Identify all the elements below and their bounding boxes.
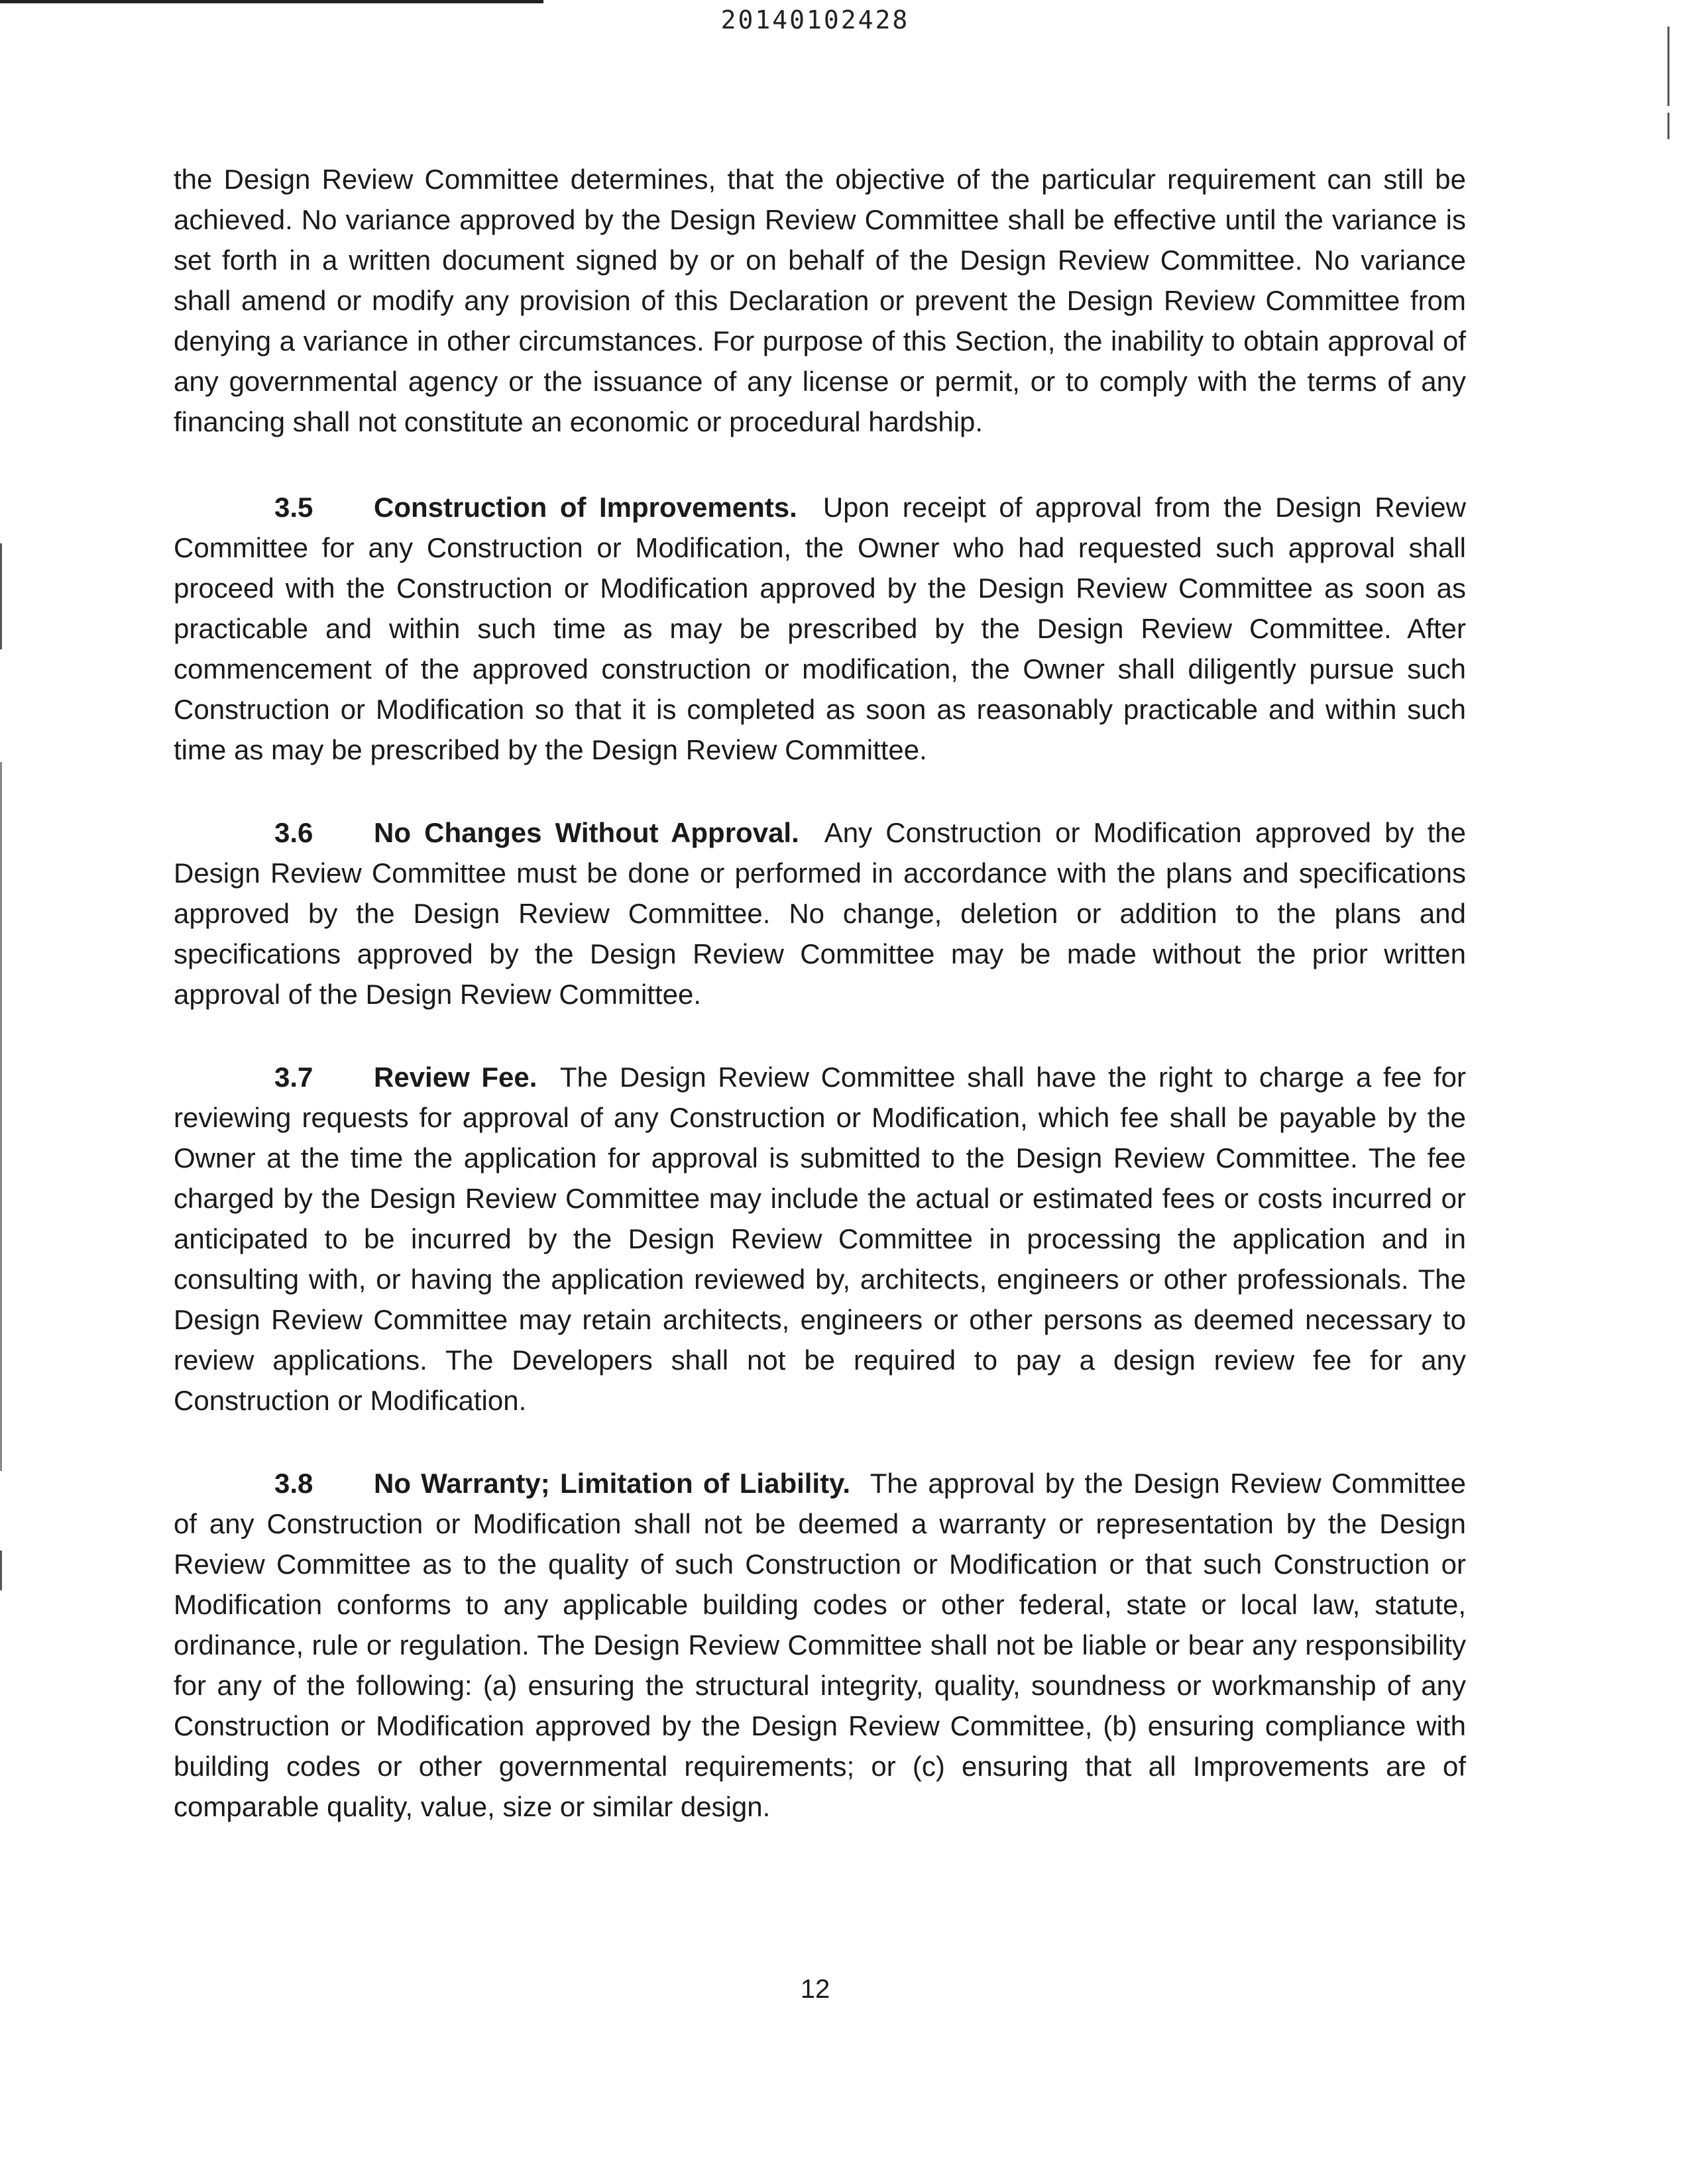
section-number: 3.5 (274, 492, 313, 523)
section-3-6 (174, 812, 1466, 1014)
intro-paragraph-text: the Design Review Committee determines, that the objective of the particular requirement can still be achieved. No variance approved by the Design Review Committee shall be effective until the variance is set forth in a written document signed by or on behalf of the Design Review Committee. No variance shall amend or modify any provision of this Declaration or prevent the Design Review Committee from denying a variance in other circumstances. For purpose of this Section, the inability to obtain approval of any governmental agency or the issuance of any license or permit, or to comply with the terms of any financing shall not constitute an economic or procedural hardship. (174, 164, 1466, 437)
section-text: Any Construction or Modification approved by the Design Review Committee must be done or performed in accordance with the plans and specifications approved by the Design Review Committee. No change, deletion or addition to the plans and specifications approved by the Design Review Committee may be made without the prior written approval of the Design Review Committee. (174, 817, 1467, 1010)
scan-top-rule (0, 0, 543, 3)
scan-edge-mark (0, 762, 2, 1471)
section-title: No Changes Without Approval. (374, 817, 799, 848)
section-text: Upon receipt of approval from the Design Review Committee for any Construction or Modification, the Owner who had requested such approval shall proceed with the Construction or Modification approved by the Design Review Committee as soon as practicable and within such time as may be prescribed by the Design Review Committee. After commencement of the approved construction or modification, the Owner shall diligently pursue such Construction or Modification so that it is completed as soon as reasonably practicable and within such time as may be prescribed by the Design Review Committee. (174, 492, 1466, 765)
intro-paragraph (174, 159, 1466, 442)
scan-edge-mark (0, 543, 2, 649)
document-number: 20140102428 (720, 5, 910, 34)
section-3-5 (174, 487, 1466, 770)
section-3-8 (174, 1463, 1466, 1827)
scan-edge-mark (0, 1551, 2, 1590)
document-body (174, 159, 1466, 1869)
section-number: 3.7 (274, 1062, 313, 1093)
section-text: The Design Review Committee shall have the right to charge a fee for reviewing requests for approval of any Construction or Modification, which fee shall be payable by the Owner at the time the application for approval is submitted to the Design Review Committee. The fee charged by the Design Review Committee may include the actual or estimated fees or costs incurred or anticipated to be incurred by the Design Review Committee in processing the application and in consulting with, or having the application reviewed by, architects, engineers or other professionals. The Design Review Committee may retain architects, engineers or other persons as deemed necessary to review applications. The Developers shall not be required to pay a design review fee for any Construction or Modification. (174, 1062, 1466, 1416)
section-number: 3.8 (274, 1468, 313, 1499)
section-title: Construction of Improvements. (374, 492, 797, 523)
scan-edge-mark (1667, 113, 1669, 139)
scan-edge-mark (1667, 27, 1669, 106)
section-number: 3.6 (274, 817, 313, 848)
section-title: Review Fee. (374, 1062, 537, 1093)
page-number: 12 (800, 1975, 830, 2004)
section-text: The approval by the Design Review Committee of any Construction or Modification shall not be deemed a warranty or representation by the Design Review Committee as to the quality of such Construction or Modification or that such Construction or Modification conforms to any applicable building codes or other federal, state or local law, statute, ordinance, rule or regulation. The Design Review Committee shall not be liable or bear any responsibility for any of the following: (a) ensuring the structural integrity, quality, soundness or workmanship of any Construction or Modification approved by the Design Review Committee, (b) ensuring compliance with building codes or other governmental requirements; or (c) ensuring that all Improvements are of comparable quality, value, size or similar design. (174, 1468, 1466, 1822)
section-title: No Warranty; Limitation of Liability. (374, 1468, 851, 1499)
section-3-7 (174, 1057, 1466, 1421)
